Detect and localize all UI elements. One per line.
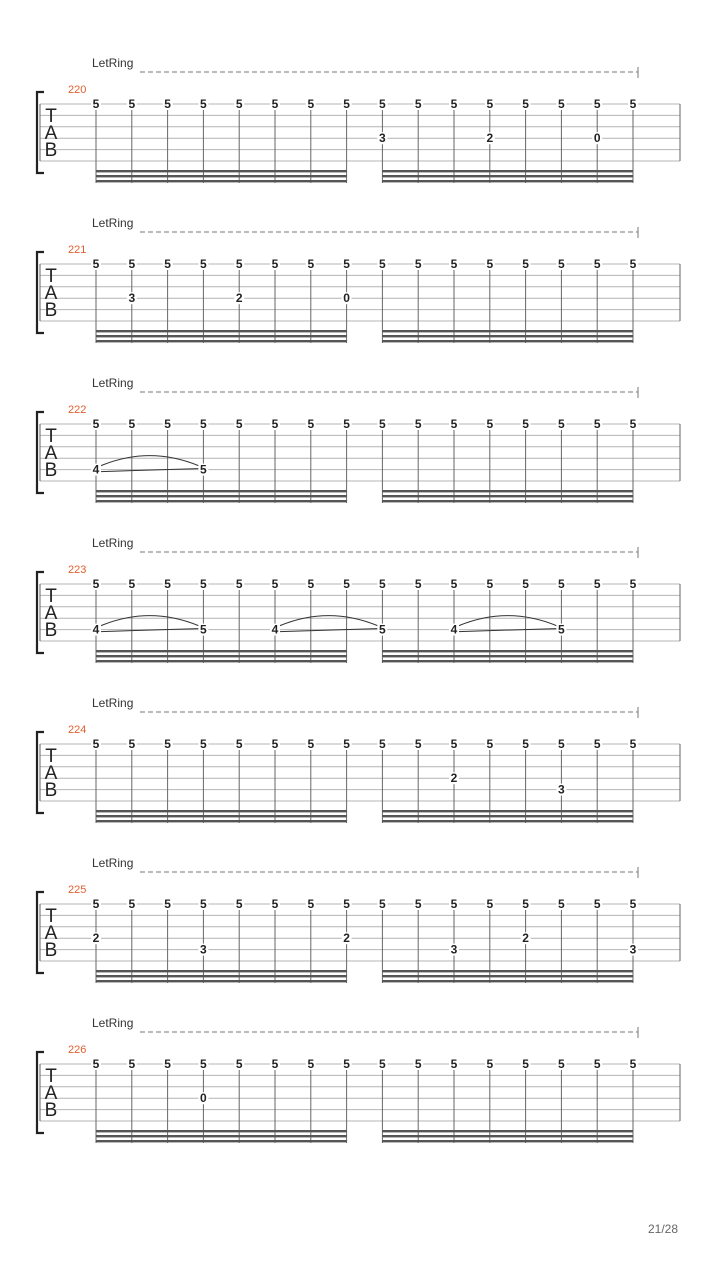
fret-number: 5 <box>629 897 637 911</box>
fret-number: 5 <box>200 1057 207 1071</box>
fret-number: 5 <box>629 1057 637 1071</box>
fret-number: 5 <box>271 257 279 271</box>
fret-number: 5 <box>235 97 243 111</box>
note-beam <box>96 335 347 337</box>
fret-number: 5 <box>343 897 350 911</box>
fret-number: 3 <box>128 291 136 306</box>
fret-number: 5 <box>379 417 386 431</box>
fret-number: 5 <box>486 1057 494 1071</box>
fret-number: 5 <box>235 417 243 431</box>
tab-clef-letter: B <box>44 140 58 161</box>
note-beam <box>96 970 347 972</box>
fret-number: 5 <box>92 257 100 271</box>
fret-number: 5 <box>307 257 315 271</box>
measure-number: 221 <box>68 244 87 256</box>
let-ring-label: LetRing <box>92 216 134 230</box>
note-beam <box>382 1130 633 1132</box>
fret-number: 3 <box>450 942 458 957</box>
fret-number: 5 <box>558 577 565 591</box>
note-beam <box>382 650 633 652</box>
page-number: 21/28 <box>647 1222 678 1236</box>
fret-number: 2 <box>522 931 529 946</box>
fret-number: 5 <box>164 417 171 431</box>
fret-number: 2 <box>343 931 350 946</box>
fret-number: 5 <box>593 257 601 271</box>
let-ring-label: LetRing <box>92 536 134 550</box>
note-beam <box>96 650 347 652</box>
fret-number: 5 <box>522 417 529 431</box>
fret-number: 5 <box>414 1057 422 1071</box>
tab-clef-letter: T <box>45 906 57 927</box>
fret-number: 5 <box>128 417 136 431</box>
fret-number: 5 <box>92 417 100 431</box>
fret-number: 5 <box>200 462 207 477</box>
let-ring-label: LetRing <box>92 56 134 70</box>
note-beam <box>96 980 347 982</box>
fret-number: 5 <box>343 577 350 591</box>
tab-clef-letter: A <box>44 283 58 304</box>
note-beam <box>382 170 633 172</box>
tab-clef-letter: B <box>44 300 58 321</box>
tab-system <box>37 856 680 983</box>
fret-number: 5 <box>271 737 279 751</box>
tab-clef-letter: A <box>44 923 58 944</box>
slur-arc <box>101 456 198 466</box>
tab-clef-letter: T <box>45 1066 57 1087</box>
tab-clef-letter: B <box>44 1100 58 1121</box>
note-beam <box>96 815 347 817</box>
fret-number: 5 <box>593 417 601 431</box>
fret-number: 5 <box>164 577 171 591</box>
fret-number: 5 <box>200 622 207 637</box>
note-beam <box>382 340 633 342</box>
note-beam <box>96 660 347 662</box>
fret-number: 5 <box>450 897 458 911</box>
fret-number: 4 <box>92 622 100 637</box>
fret-number: 5 <box>522 897 529 911</box>
fret-number: 5 <box>558 1057 565 1071</box>
fret-number: 5 <box>414 737 422 751</box>
fret-number: 5 <box>522 577 529 591</box>
tab-clef-letter: B <box>44 780 58 801</box>
fret-number: 5 <box>92 737 100 751</box>
fret-number: 5 <box>379 1057 386 1071</box>
note-beam <box>96 500 347 502</box>
fret-number: 5 <box>128 1057 136 1071</box>
fret-number: 5 <box>307 577 315 591</box>
fret-number: 5 <box>522 97 529 111</box>
tab-clef-letter: B <box>44 460 58 481</box>
fret-number: 5 <box>307 97 315 111</box>
fret-number: 5 <box>486 897 494 911</box>
fret-number: 5 <box>200 737 207 751</box>
tab-clef-letter: A <box>44 443 58 464</box>
fret-number: 5 <box>235 897 243 911</box>
note-beam <box>382 820 633 822</box>
fret-number: 5 <box>200 897 207 911</box>
note-beam <box>382 180 633 182</box>
tab-clef-letter: T <box>45 266 57 287</box>
note-beam <box>96 180 347 182</box>
fret-number: 5 <box>414 577 422 591</box>
note-beam <box>96 1130 347 1132</box>
note-beam <box>382 975 633 977</box>
fret-number: 5 <box>629 257 637 271</box>
note-beam <box>382 490 633 492</box>
fret-number: 5 <box>235 577 243 591</box>
fret-number: 5 <box>486 257 494 271</box>
tab-system <box>37 56 680 183</box>
note-beam <box>382 655 633 657</box>
fret-number: 5 <box>379 622 386 637</box>
fret-number: 5 <box>558 417 565 431</box>
fret-number: 5 <box>558 257 565 271</box>
measure-number: 224 <box>68 724 87 736</box>
fret-number: 5 <box>128 737 136 751</box>
fret-number: 5 <box>593 737 601 751</box>
fret-number: 5 <box>164 1057 171 1071</box>
fret-number: 5 <box>128 577 136 591</box>
note-beam <box>382 495 633 497</box>
fret-number: 5 <box>450 257 458 271</box>
note-beam <box>382 335 633 337</box>
fret-number: 5 <box>307 737 315 751</box>
tab-clef-letter: B <box>44 940 58 961</box>
note-beam <box>96 810 347 812</box>
note-beam <box>382 660 633 662</box>
fret-number: 5 <box>343 257 350 271</box>
tab-clef-letter: B <box>44 620 58 641</box>
note-beam <box>96 975 347 977</box>
note-beam <box>96 490 347 492</box>
fret-number: 5 <box>558 97 565 111</box>
note-beam <box>96 820 347 822</box>
fret-number: 5 <box>629 97 637 111</box>
fret-number: 5 <box>200 97 207 111</box>
fret-number: 5 <box>486 97 494 111</box>
fret-number: 5 <box>486 737 494 751</box>
note-beam <box>96 175 347 177</box>
fret-number: 5 <box>271 417 279 431</box>
fret-number: 5 <box>343 1057 350 1071</box>
fret-number: 5 <box>593 577 601 591</box>
tab-clef-letter: T <box>45 106 57 127</box>
fret-number: 5 <box>558 737 565 751</box>
tab-clef-letter: T <box>45 426 57 447</box>
fret-number: 5 <box>522 1057 529 1071</box>
fret-number: 5 <box>629 737 637 751</box>
slur-arc <box>459 616 556 626</box>
fret-number: 5 <box>629 417 637 431</box>
let-ring-label: LetRing <box>92 1016 134 1030</box>
tab-system <box>37 216 680 343</box>
fret-number: 5 <box>235 1057 243 1071</box>
fret-number: 5 <box>379 897 386 911</box>
note-beam <box>96 495 347 497</box>
fret-number: 5 <box>343 737 350 751</box>
note-beam <box>96 340 347 342</box>
measure-number: 226 <box>68 1044 87 1056</box>
fret-number: 4 <box>92 462 100 477</box>
fret-number: 2 <box>450 771 458 786</box>
fret-number: 5 <box>486 577 494 591</box>
fret-number: 5 <box>128 257 136 271</box>
fret-number: 2 <box>235 291 243 306</box>
fret-number: 5 <box>235 257 243 271</box>
note-beam <box>96 1140 347 1142</box>
fret-number: 5 <box>379 577 386 591</box>
tab-clef-letter: A <box>44 763 58 784</box>
fret-number: 5 <box>92 577 100 591</box>
fret-number: 5 <box>128 897 136 911</box>
fret-number: 4 <box>271 622 279 637</box>
fret-number: 5 <box>486 417 494 431</box>
fret-number: 2 <box>486 131 494 146</box>
let-ring-label: LetRing <box>92 856 134 870</box>
fret-number: 5 <box>629 577 637 591</box>
fret-number: 5 <box>522 737 529 751</box>
fret-number: 5 <box>343 417 350 431</box>
fret-number: 5 <box>92 897 100 911</box>
let-ring-label: LetRing <box>92 376 134 390</box>
measure-number: 223 <box>68 564 87 576</box>
tab-system <box>37 536 680 663</box>
fret-number: 0 <box>593 131 601 146</box>
fret-number: 5 <box>92 97 100 111</box>
fret-number: 5 <box>128 97 136 111</box>
fret-number: 5 <box>92 1057 100 1071</box>
fret-number: 5 <box>271 897 279 911</box>
fret-number: 5 <box>164 257 171 271</box>
fret-number: 5 <box>379 257 386 271</box>
fret-number: 5 <box>414 97 422 111</box>
tab-system <box>37 376 680 503</box>
note-beam <box>382 330 633 332</box>
fret-number: 5 <box>307 1057 315 1071</box>
fret-number: 5 <box>271 97 279 111</box>
tab-clef-letter: A <box>44 603 58 624</box>
fret-number: 5 <box>200 417 207 431</box>
note-beam <box>96 170 347 172</box>
fret-number: 4 <box>450 622 458 637</box>
fret-number: 5 <box>271 1057 279 1071</box>
fret-number: 3 <box>379 131 386 146</box>
fret-number: 5 <box>235 737 243 751</box>
fret-number: 5 <box>450 737 458 751</box>
fret-number: 5 <box>450 577 458 591</box>
measure-number: 225 <box>68 884 87 896</box>
slur-arc <box>280 616 377 626</box>
fret-number: 5 <box>379 97 386 111</box>
note-beam <box>382 1135 633 1137</box>
tab-clef-letter: A <box>44 123 58 144</box>
note-beam <box>382 815 633 817</box>
fret-number: 5 <box>271 577 279 591</box>
note-beam <box>96 655 347 657</box>
fret-number: 5 <box>414 257 422 271</box>
slur-arc <box>101 616 198 626</box>
fret-number: 5 <box>164 897 171 911</box>
fret-number: 5 <box>522 257 529 271</box>
note-beam <box>382 970 633 972</box>
fret-number: 5 <box>450 417 458 431</box>
measure-number: 220 <box>68 84 87 96</box>
fret-number: 3 <box>200 942 207 957</box>
fret-number: 5 <box>558 897 565 911</box>
fret-number: 5 <box>307 897 315 911</box>
tab-clef-letter: T <box>45 586 57 607</box>
fret-number: 5 <box>450 1057 458 1071</box>
fret-number: 2 <box>92 931 100 946</box>
tab-system <box>37 696 680 823</box>
tab-system <box>37 1016 680 1143</box>
fret-number: 3 <box>629 942 637 957</box>
tab-clef-letter: T <box>45 746 57 767</box>
measure-number: 222 <box>68 404 87 416</box>
fret-number: 5 <box>593 97 601 111</box>
note-beam <box>382 810 633 812</box>
fret-number: 5 <box>450 97 458 111</box>
note-beam <box>382 175 633 177</box>
note-beam <box>382 1140 633 1142</box>
fret-number: 5 <box>164 737 171 751</box>
let-ring-label: LetRing <box>92 696 134 710</box>
fret-number: 5 <box>307 417 315 431</box>
fret-number: 5 <box>164 97 171 111</box>
fret-number: 5 <box>414 417 422 431</box>
fret-number: 3 <box>558 782 565 797</box>
fret-number: 0 <box>200 1091 207 1106</box>
tab-clef-letter: A <box>44 1083 58 1104</box>
fret-number: 5 <box>379 737 386 751</box>
note-beam <box>382 980 633 982</box>
fret-number: 5 <box>558 622 565 637</box>
fret-number: 5 <box>414 897 422 911</box>
fret-number: 5 <box>593 1057 601 1071</box>
fret-number: 0 <box>343 291 350 306</box>
fret-number: 5 <box>200 257 207 271</box>
note-beam <box>96 330 347 332</box>
note-beam <box>382 500 633 502</box>
fret-number: 5 <box>343 97 350 111</box>
fret-number: 5 <box>593 897 601 911</box>
note-beam <box>96 1135 347 1137</box>
fret-number: 5 <box>200 577 207 591</box>
